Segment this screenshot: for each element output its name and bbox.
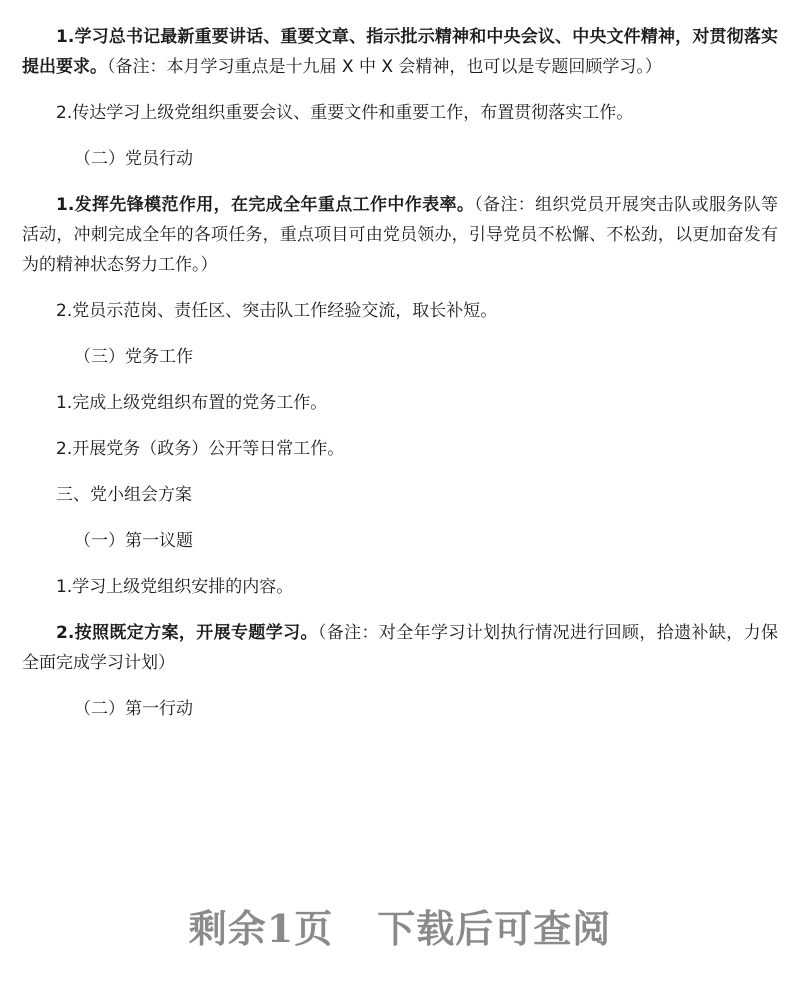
bold-text: 1.学习总书记最新重要讲话、重要文章、指示批示精神和中央会议、中央文件精神，对贯彻落实提出要求。 <box>22 27 778 77</box>
remaining-pages-text: 剩余1页 <box>188 906 334 951</box>
note-text: （备注：对全年学习计划执行情况进行回顾，拾遗补缺，力保全面完成学习计划） <box>22 623 778 673</box>
paragraph: 2.开展党务（政务）公开等日常工作。 <box>56 439 345 459</box>
paragraph: 2.党员示范岗、责任区、突击队工作经验交流，取长补短。 <box>56 301 498 321</box>
bold-text: 1.发挥先锋模范作用，在完成全年重点工作中作表率。 <box>56 195 475 215</box>
paragraph: 1.完成上级党组织布置的党务工作。 <box>56 393 328 413</box>
note-text: （备注：本月学习重点是十九届 X 中 X 会精神，也可以是专题回顾学习。） <box>107 57 662 77</box>
note-text: （备注：组织党员开展突击队或服务队等活动，冲刺完成全年的各项任务，重点项目可由党员领办，引导党员不松懈、不松劲，以更加奋发有为的精神状态努力工作。） <box>22 195 778 275</box>
section-heading: 三、党小组会方案 <box>56 485 192 505</box>
subsection-heading: （二）第一行动 <box>74 699 193 719</box>
subsection-heading: （一）第一议题 <box>74 531 193 551</box>
subsection-heading: （三）党务工作 <box>74 347 193 367</box>
paragraph: 1.学习上级党组织安排的内容。 <box>56 577 294 597</box>
bold-text: 2.按照既定方案，开展专题学习。 <box>56 623 318 643</box>
paragraph: 2.传达学习上级党组织重要会议、重要文件和重要工作，布置贯彻落实工作。 <box>56 103 634 123</box>
download-prompt <box>0 898 800 953</box>
download-to-view-text: 下载后可查阅 <box>377 906 612 951</box>
paragraph <box>22 618 778 678</box>
paragraph <box>22 190 778 280</box>
document-body <box>22 22 778 724</box>
subsection-heading: （二）党员行动 <box>74 149 193 169</box>
paragraph <box>22 22 778 82</box>
